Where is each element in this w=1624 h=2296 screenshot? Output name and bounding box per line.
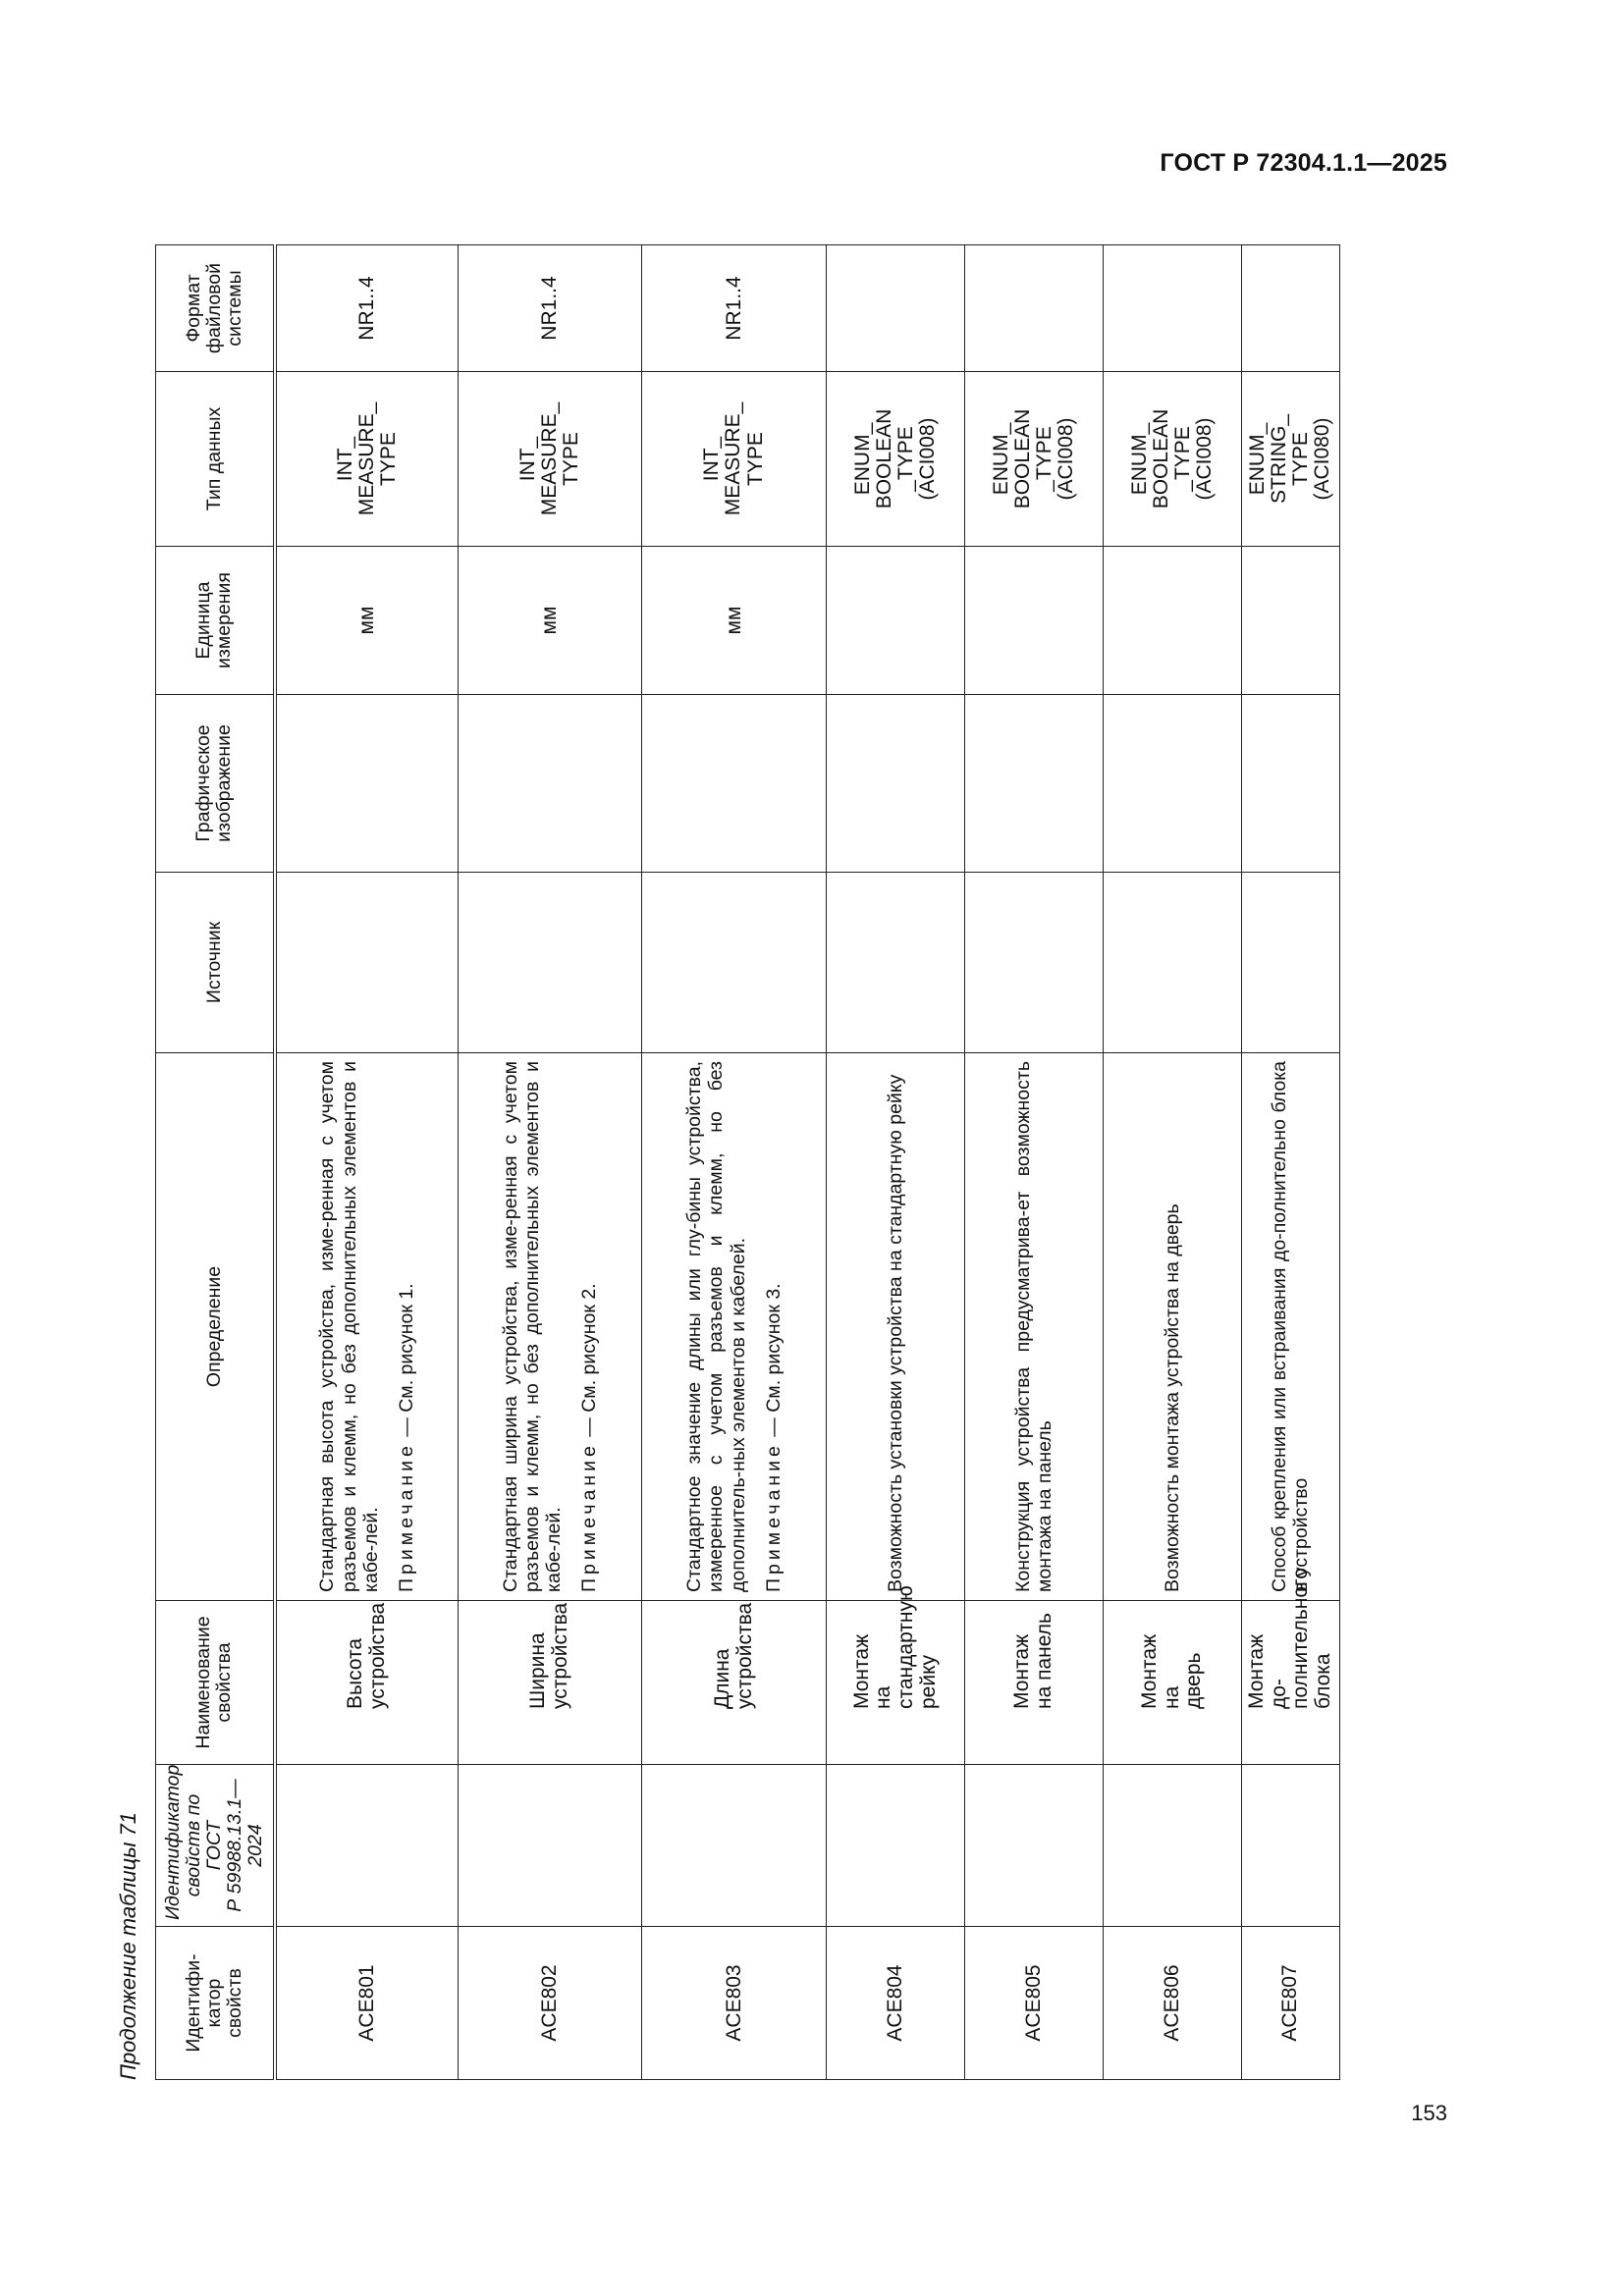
text-line: блока xyxy=(1312,1653,1335,1709)
cell-file-format xyxy=(1242,245,1340,372)
cell-definition xyxy=(459,1053,642,1601)
cell-property-name xyxy=(642,1601,827,1765)
col-header-name xyxy=(156,1601,275,1765)
text-line: STRING_ xyxy=(1268,414,1291,505)
cell-file-format: NR1..4 xyxy=(275,245,459,372)
text-line: свойств xyxy=(223,1968,245,2038)
cell-graphic xyxy=(275,695,459,873)
text-line: ENUM_ xyxy=(850,422,874,496)
note-text: — См. рисунок 1. xyxy=(395,1283,417,1443)
cell-property-id: ACE807 xyxy=(1242,1927,1340,2080)
table-row xyxy=(642,245,827,2080)
cell-unit xyxy=(1104,547,1242,695)
table-row xyxy=(275,245,459,2080)
cell-gost-id xyxy=(642,1765,827,1927)
col-header-format xyxy=(156,245,275,372)
cell-definition xyxy=(642,1053,827,1601)
definition-text: Стандартная ширина устройства, изме-ренная с учетом разъемов и клемм, но без дополнительных элементов и кабе-лей. xyxy=(499,1061,565,1592)
text-line: Единица xyxy=(192,581,215,660)
text-line: INT_ xyxy=(515,436,539,482)
text-line: системы xyxy=(223,270,245,347)
text-line: (ACI008) xyxy=(1055,417,1078,501)
cell-graphic xyxy=(1242,695,1340,873)
cell-property-name xyxy=(1104,1601,1242,1765)
text-line: катор xyxy=(202,1978,225,2028)
text-line: (ACI008) xyxy=(916,417,940,501)
cell-gost-id xyxy=(275,1765,459,1927)
col-header-gost-id xyxy=(156,1765,275,1927)
col-header-type xyxy=(156,372,275,547)
cell-unit: мм xyxy=(459,547,642,695)
text-line: TYPE xyxy=(560,432,583,486)
cell-data-type xyxy=(642,372,827,547)
text-line: дверь xyxy=(1182,1652,1206,1709)
cell-property-id: ACE802 xyxy=(459,1927,642,2080)
cell-property-name xyxy=(459,1601,642,1765)
note-text: — См. рисунок 3. xyxy=(762,1283,785,1443)
cell-file-format xyxy=(827,245,965,372)
cell-file-format: NR1..4 xyxy=(459,245,642,372)
text-line: Формат xyxy=(182,274,204,343)
text-line: Высота xyxy=(344,1637,367,1709)
cell-definition xyxy=(1242,1053,1340,1601)
cell-gost-id xyxy=(459,1765,642,1927)
table-row xyxy=(827,245,965,2080)
text-line: ENUM_ xyxy=(1246,422,1270,496)
document-header: ГОСТ Р 72304.1.1—2025 xyxy=(1160,149,1447,177)
definition-text: Конструкция устройства предусматрива-ет возможность монтажа на панель xyxy=(1011,1061,1056,1592)
text-line: файловой xyxy=(202,262,225,354)
text-line: Графическое xyxy=(192,724,215,842)
cell-gost-id xyxy=(965,1765,1104,1927)
text-line: свойства xyxy=(213,1642,236,1723)
cell-data-type xyxy=(1242,372,1340,547)
text-line: MEASURE_ xyxy=(354,401,378,516)
cell-graphic xyxy=(965,695,1104,873)
definition-note xyxy=(578,1061,600,1592)
table-continuation-caption: Продолжение таблицы 71 xyxy=(116,1812,140,2080)
text-line: Наименование xyxy=(192,1616,215,1749)
cell-property-name xyxy=(827,1585,965,1765)
cell-unit xyxy=(1242,547,1340,695)
definition-text: Стандартное значение длины или глу-бины устройства, измеренное с учетом разъемов и клемм, но без дополнитель-ных элементов и кабелей. xyxy=(683,1061,749,1592)
text-line: BOOLEAN xyxy=(1010,408,1034,509)
text-line: стандартную xyxy=(894,1585,917,1709)
table-row xyxy=(1242,245,1340,2080)
cell-definition xyxy=(827,1053,965,1601)
table-row xyxy=(1104,245,1242,2080)
text-line: Монтаж до- xyxy=(1245,1633,1290,1709)
text-line: _TYPE xyxy=(1171,426,1194,492)
text-line: MEASURE_ xyxy=(722,401,745,516)
cell-gost-id xyxy=(1104,1765,1242,1927)
cell-file-format xyxy=(965,245,1104,372)
table-row xyxy=(459,245,642,2080)
cell-property-id: ACE805 xyxy=(965,1927,1104,2080)
cell-property-id: ACE803 xyxy=(642,1927,827,2080)
text-line: ENUM_ xyxy=(989,422,1012,496)
cell-graphic xyxy=(642,695,827,873)
col-header-definition xyxy=(156,1053,275,1601)
cell-source xyxy=(275,873,459,1053)
text-line: _TYPE xyxy=(1033,426,1056,492)
col-header-unit xyxy=(156,547,275,695)
text-line: Монтаж на xyxy=(1137,1633,1183,1709)
cell-property-name xyxy=(1242,1568,1340,1765)
text-line: устройства xyxy=(732,1602,756,1709)
properties-table xyxy=(155,244,1340,2080)
text-line: Монтаж xyxy=(1010,1633,1034,1709)
page-number: 153 xyxy=(1411,2101,1447,2125)
cell-graphic xyxy=(827,695,965,873)
text-line: TYPE xyxy=(743,432,767,486)
cell-gost-id xyxy=(1242,1765,1340,1927)
text-line: BOOLEAN xyxy=(1149,408,1172,509)
definition-text: Возможность установки устройства на стандартную рейку xyxy=(884,1074,906,1592)
note-label: Примечание xyxy=(395,1442,417,1592)
cell-property-id: ACE801 xyxy=(275,1927,459,2080)
cell-definition xyxy=(275,1053,459,1601)
cell-unit xyxy=(827,547,965,695)
text-line: Источник xyxy=(202,921,225,1004)
cell-definition xyxy=(1104,1053,1242,1601)
note-label: Примечание xyxy=(578,1442,601,1592)
col-header-id xyxy=(156,1927,275,2080)
text-line: устройства xyxy=(549,1602,571,1709)
text-line: MEASURE_ xyxy=(537,401,561,516)
cell-property-id: ACE804 xyxy=(827,1927,965,2080)
col-header-source xyxy=(156,873,275,1053)
cell-data-type xyxy=(827,372,965,547)
text-line: Р 59988.13.1— xyxy=(223,1779,245,1912)
cell-data-type xyxy=(1104,372,1242,547)
text-line: INT_ xyxy=(700,436,724,482)
text-line: рейку xyxy=(916,1654,940,1709)
cell-property-name xyxy=(275,1601,459,1765)
text-line: Монтаж на xyxy=(849,1633,895,1709)
text-line: (ACI008) xyxy=(1193,417,1217,501)
cell-source xyxy=(1104,873,1242,1053)
text-line: Идентификатор xyxy=(161,1764,184,1920)
text-line: полнительного xyxy=(1289,1568,1313,1709)
cell-graphic xyxy=(459,695,642,873)
cell-data-type xyxy=(275,372,459,547)
text-line: 2024 xyxy=(244,1824,266,1867)
cell-data-type xyxy=(965,372,1104,547)
definition-text: Способ крепления или встраивания до-полнительно блока в устройство xyxy=(1269,1061,1313,1592)
definition-note xyxy=(763,1061,785,1592)
text-line: BOOLEAN xyxy=(872,408,895,509)
cell-property-id: ACE806 xyxy=(1104,1927,1242,2080)
cell-source xyxy=(459,873,642,1053)
text-line: измерения xyxy=(213,572,236,668)
text-line: на панель xyxy=(1033,1613,1056,1709)
text-line: свойств по ГОСТ xyxy=(182,1793,225,1897)
text-line: Определение xyxy=(202,1265,225,1388)
cell-unit: мм xyxy=(275,547,459,695)
text-line: INT_ xyxy=(333,436,356,482)
text-line: _TYPE xyxy=(894,426,917,492)
text-line: (ACI080) xyxy=(1311,417,1334,501)
definition-note xyxy=(396,1061,417,1592)
col-header-graphic xyxy=(156,695,275,873)
cell-source xyxy=(827,873,965,1053)
table-row xyxy=(965,245,1104,2080)
text-line: Ширина xyxy=(526,1632,550,1709)
cell-gost-id xyxy=(827,1765,965,1927)
cell-file-format: NR1..4 xyxy=(642,245,827,372)
text-line: Идентифи- xyxy=(182,1953,204,2053)
text-line: изображение xyxy=(213,724,236,842)
cell-unit: мм xyxy=(642,547,827,695)
definition-text: Возможность монтажа устройства на дверь xyxy=(1161,1203,1183,1592)
note-label: Примечание xyxy=(762,1442,785,1592)
text-line: TYPE xyxy=(376,432,400,486)
text-line: Тип данных xyxy=(202,406,225,511)
cell-unit xyxy=(965,547,1104,695)
cell-data-type xyxy=(459,372,642,547)
text-line: Длина xyxy=(710,1648,733,1709)
text-line: ENUM_ xyxy=(1127,422,1151,496)
cell-source xyxy=(965,873,1104,1053)
rotated-table-sheet xyxy=(112,245,1335,2080)
cell-source xyxy=(1242,873,1340,1053)
cell-property-name xyxy=(965,1601,1104,1765)
text-line: TYPE xyxy=(1289,432,1313,486)
definition-text: Стандартная высота устройства, изме-ренная с учетом разъемов и клемм, но без дополнительных элементов и кабе-лей. xyxy=(316,1061,382,1592)
note-text: — См. рисунок 2. xyxy=(578,1283,601,1443)
cell-definition xyxy=(965,1053,1104,1601)
cell-source xyxy=(642,873,827,1053)
cell-file-format xyxy=(1104,245,1242,372)
table-header-row xyxy=(156,245,275,2080)
text-line: устройства xyxy=(365,1602,389,1709)
cell-graphic xyxy=(1104,695,1242,873)
